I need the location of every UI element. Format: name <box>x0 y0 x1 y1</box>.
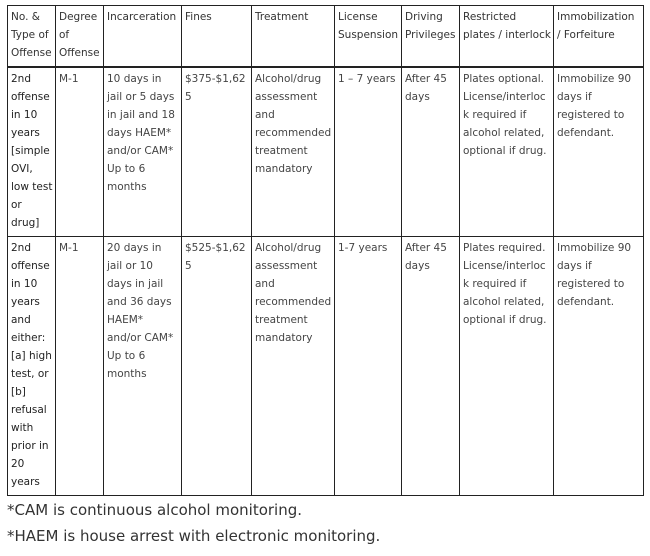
column-header-treatment: Treatment <box>252 6 335 68</box>
restricted-plates-cell: Plates required. License/interlock required if alcohol related, optional if drug. <box>460 237 554 496</box>
column-header-immobilization: Immobilization / Forfeiture <box>554 6 644 68</box>
driving-privileges-cell: After 45 days <box>402 237 460 496</box>
column-header-license-suspension: License Suspension <box>335 6 402 68</box>
footnote-cam: *CAM is continuous alcohol monitoring. <box>7 501 303 519</box>
incarceration-cell: 20 days in jail or 10 days in jail and 36 days HAEM* and/or CAM* Up to 6 months <box>104 237 182 496</box>
license-suspension-cell: 1 – 7 years <box>335 67 402 237</box>
ovi-penalty-table <box>7 5 644 496</box>
document-page <box>7 5 645 549</box>
table-row <box>8 237 644 496</box>
treatment-cell: Alcohol/drug assessment and recommended treatment mandatory <box>252 237 335 496</box>
fines-cell: $525-$1,625 <box>182 237 252 496</box>
restricted-plates-cell: Plates optional. License/interlock required if alcohol related, optional if drug. <box>460 67 554 237</box>
license-suspension-cell: 1-7 years <box>335 237 402 496</box>
column-header-restricted-plates: Restricted plates / interlock <box>460 6 554 68</box>
offense-cell: 2nd offense in 10 years [simple OVI, low test or drug] <box>8 67 56 237</box>
column-header-degree: Degree of Offense <box>56 6 104 68</box>
treatment-cell: Alcohol/drug assessment and recommended treatment mandatory <box>252 67 335 237</box>
column-header-incarceration: Incarceration <box>104 6 182 68</box>
fines-cell: $375-$1,625 <box>182 67 252 237</box>
column-header-driving-privileges: Driving Privileges <box>402 6 460 68</box>
table-row <box>8 67 644 237</box>
immobilization-cell: Immobilize 90 days if registered to defendant. <box>554 67 644 237</box>
footnote-haem: *HAEM is house arrest with electronic monitoring. <box>7 527 381 545</box>
immobilization-cell: Immobilize 90 days if registered to defendant. <box>554 237 644 496</box>
footnotes <box>7 497 645 549</box>
column-header-offense: No. & Type of Offense <box>8 6 56 68</box>
column-header-fines: Fines <box>182 6 252 68</box>
offense-cell: 2nd offense in 10 years and either: [a] high test, or [b] refusal with prior in 20 years <box>8 237 56 496</box>
incarceration-cell: 10 days in jail or 5 days in jail and 18 days HAEM* and/or CAM* Up to 6 months <box>104 67 182 237</box>
degree-cell: M-1 <box>56 67 104 237</box>
degree-cell: M-1 <box>56 237 104 496</box>
driving-privileges-cell: After 45 days <box>402 67 460 237</box>
table-header-row <box>8 6 644 68</box>
